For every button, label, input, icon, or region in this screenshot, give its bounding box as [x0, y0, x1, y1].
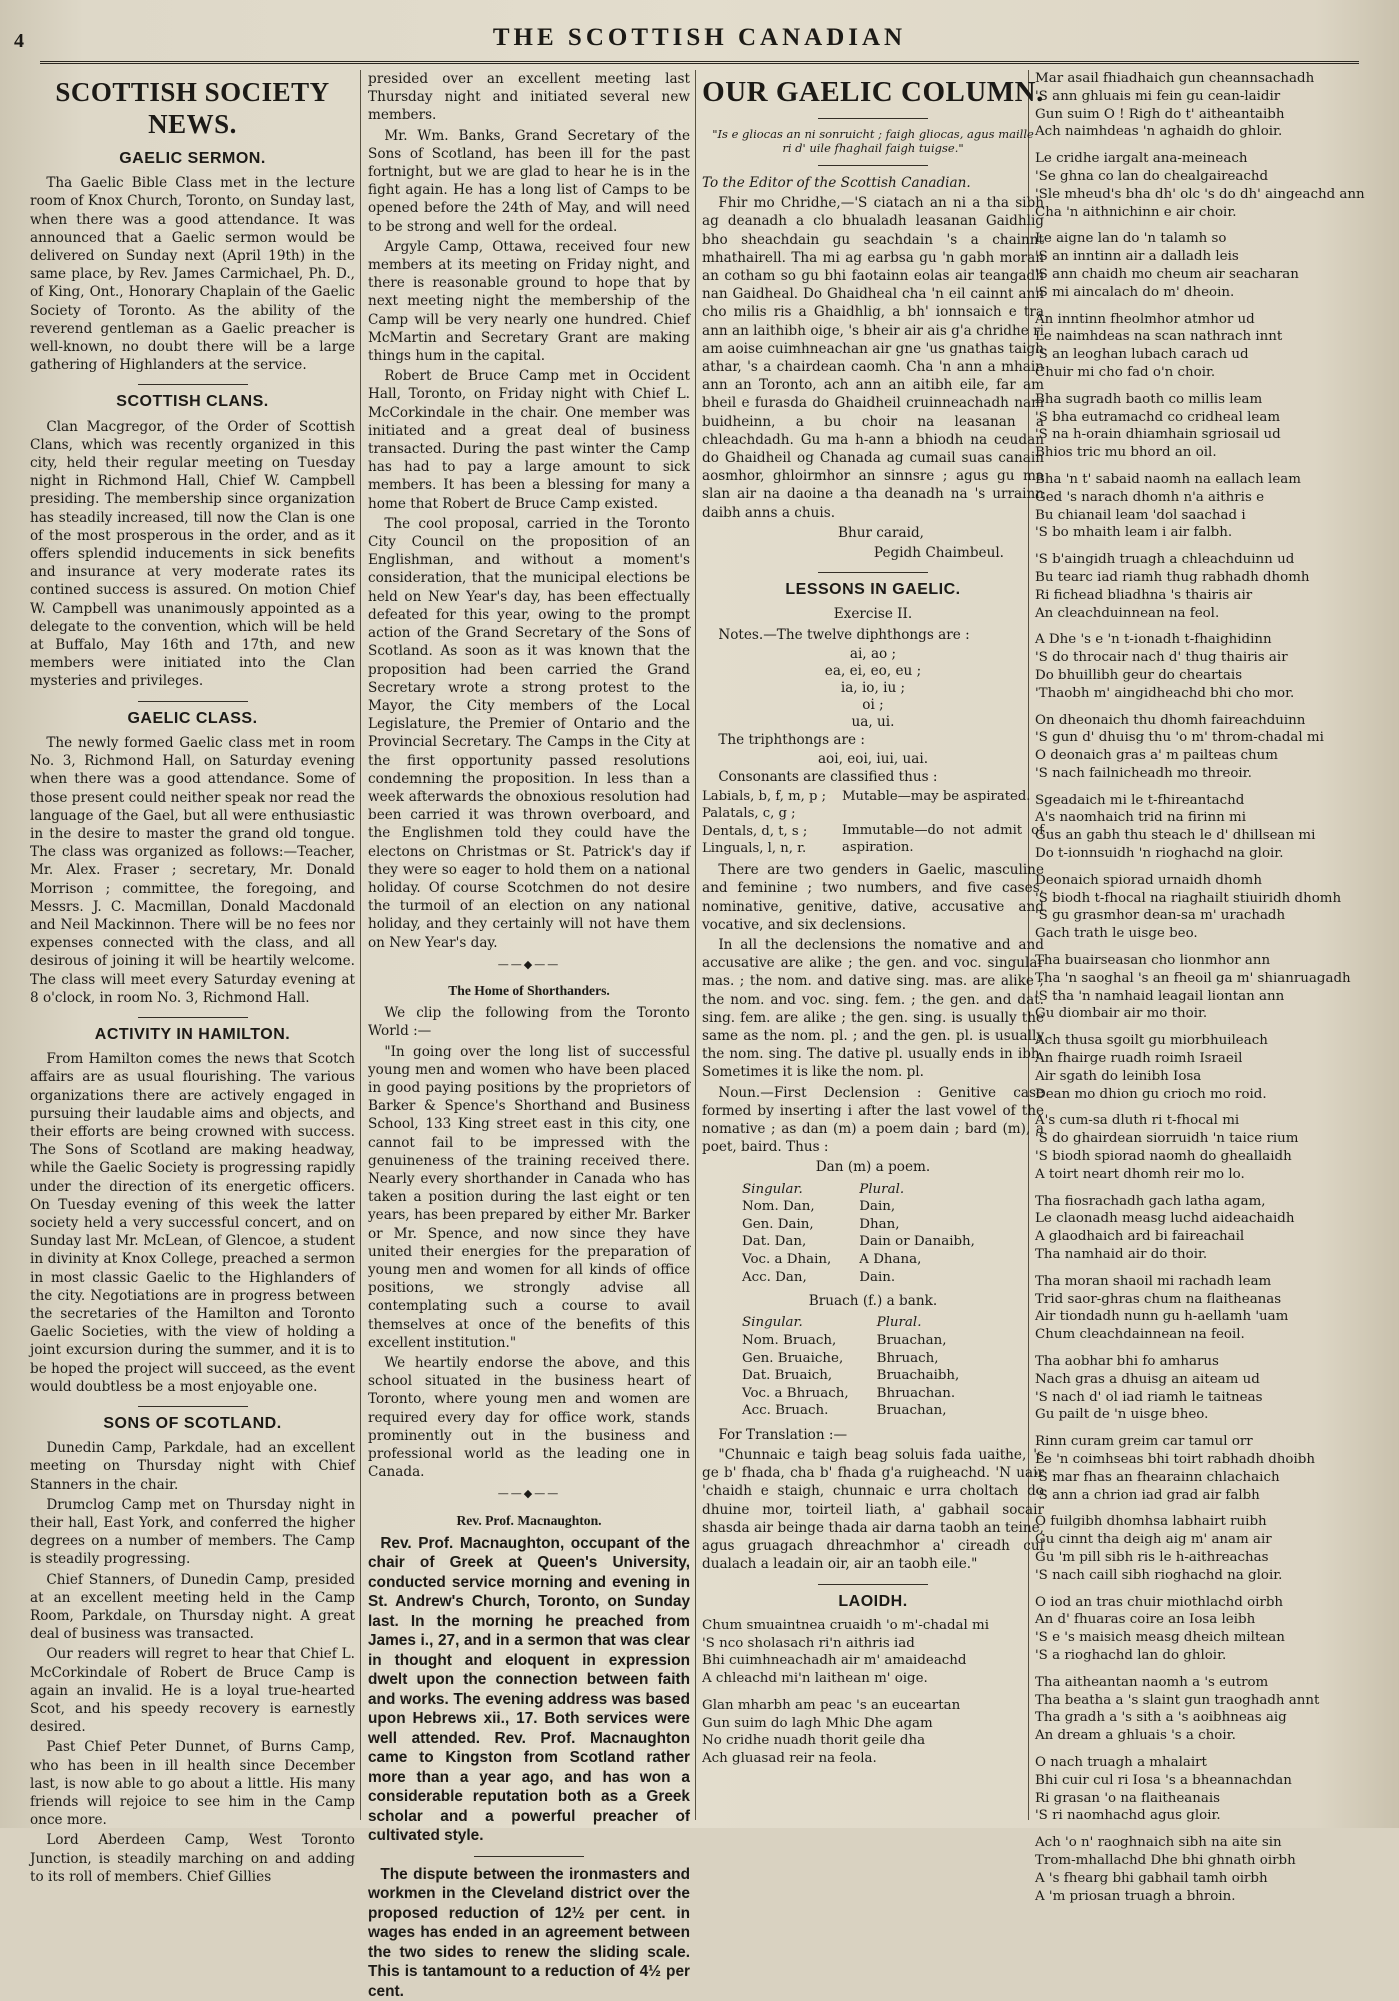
article-paragraph: Our readers will regret to hear that Chief L. McCorkindale of Robert de Bruce Camp is again an invalid. He is a loyal true-hearted Scot, and his speedy recovery is earnestly desired. — [30, 1646, 355, 1736]
table-cell: A Dhana, — [859, 1251, 922, 1267]
verse-stanza: Ach thusa sgoilt gu miorbhuileach An fhairge ruadh roimh Israeil Air sgath do leinibh Iosa Dean mo dhion gu crioch mo roid. — [1035, 1033, 1268, 1102]
declension-title: Bruach (f.) a bank. — [808, 1293, 938, 1310]
triphthong-label: The triphthongs are : — [718, 731, 865, 748]
article-paragraph: Mr. Wm. Banks, Grand Secretary of the Sons of Scotland, has been ill for the past fortnight, but we are glad to hear he is in the fight again. He has a long list of Camps to be opened before the 24th of May, and will need to be strong and well for the ordeal. — [368, 127, 690, 235]
article-title: ACTIVITY IN HAMILTON. — [94, 1025, 291, 1043]
article-paragraph: Robert de Bruce Camp met in Occident Hall, Toronto, on Friday night with Chief L. McCorkindale in the chair. One member was initiated and a great deal of business transacted. During the past winter the Camp has had to pay a large amount to sick members. It has been a blessing for many a home that Robert de Bruce Camp existed. — [368, 368, 690, 512]
masthead — [40, 22, 1359, 64]
verse-stanza: Le aigne lan do 'n talamh so 'S an inntinn air a dalladh leis 'S ann chaidh mo cheum air seacharan 'S mi aincalach do m' dheoin. — [1035, 231, 1299, 300]
section-heading: SCOTTISH SOCIETY NEWS. — [55, 77, 330, 139]
declension-title: Dan (m) a poem. — [815, 1159, 931, 1176]
exercise-label: Exercise II. — [833, 606, 913, 623]
article-paragraph: Argyle Camp, Ottawa, received four new members at its meeting on Friday night, and there is reasonable ground to hope that by next meeting night the membership of the Camp will be very nearly one hundred. Chief McMartin and Secretary Grant are making things hum in the capital. — [368, 238, 690, 365]
translation-label: For Translation :— — [718, 1426, 848, 1443]
diphthong-item: ia, io, iu ; — [840, 679, 906, 696]
verse-stanza: A's cum-sa dluth ri t-fhocal mi 'S do ghairdean siorruidh 'n taice rium 'S biodh spiorad naomh do gheallaidh A toirt neart dhomh reir mo lo. — [1035, 1113, 1299, 1182]
column-header: Singular. — [742, 1315, 803, 1331]
table-cell: Dat. Bruaich, — [742, 1368, 833, 1384]
diphthong-item: ua, ui. — [851, 713, 895, 730]
article-paragraph: Dunedin Camp, Parkdale, had an excellent meeting on Thursday night with Chief Stanners in the chair. — [30, 1440, 355, 1493]
verse-stanza: Glan mharbh am peac 's an euceartan Gun suim do lagh Mhic Dhe agam No cridhe nuadh thorit geile dha Ach gluasad reir na feola. — [702, 1697, 961, 1767]
article-paragraph: Clan Macgregor, of the Order of Scottish Clans, which was recently organized in this city, held their regular meeting on Tuesday night in Richmond Hall, Chief W. Campbell presiding. The membership since organization has steadily increased, till now the Clan is one of the most prosperous in the order, and as it offers splendid inducements in sick benefits and insurance at very moderate rates its contined success is assured. On motion Chief W. Campbell was unanimously appointed as a delegate to the convention, which will be held at Buffalo, May 16th and 17th, and new members were initiated into the Clan mysteries and privileges. — [30, 418, 355, 690]
table-cell: Nom. Dan, — [742, 1199, 815, 1215]
verse-stanza: Rinn curam greim car tamul orr Le 'n coimhseas bhi toirt rabhadh dhoibh 'S mar fhas an fhearainn chlachaich 'S ann a chrion iad grad air falbh — [1035, 1434, 1315, 1503]
divider — [138, 1406, 248, 1407]
verse-stanza: 'S b'aingidh truagh a chleachduinn ud Bu tearc iad riamh thug rabhadh dhomh Ri fichead bliadhna 's thairis air An cleachduinnean na feol. — [1035, 552, 1310, 621]
column-1 — [30, 70, 355, 1885]
verse-stanza: On dheonaich thu dhomh faireachduinn 'S gun d' dhuisg thu 'o m' throm-chadal mi O deonaich gras a' m pailteas chum 'S nach failnicheadh mo threoir. — [1035, 712, 1324, 781]
table-cell: Dain. — [859, 1269, 896, 1285]
article-paragraph: The cool proposal, carried in the Toronto City Council on the proposition of an Englishman, and without a moment's consideration, that the municipal elections be held on New Year's day, has been effectually defeated for this year, owing to the prompt action of the Grand Secretary of the Sons of Scotland. As soon as it was known that the proposition had been carried the Grand Secretary wrote a strong protest to the Mayor, the City members of the Local Legislature, the Premier of Ontario and the Provincial Secretary. The Camps in the City at the first opportunity passed resolutions condemning the proposition. In less than a week afterwards the obnoxious resolution had been carried it was thrown overboard, and the Englishmen told they could have the electons on Christmas or St. Patrick's day if they were so eager to hold them on a national holiday. Of course Scotchmen do not desire the turmoil of an election on any national holiday, and they certainly will not have them on New Year's day. — [368, 515, 690, 951]
motto: "Is e gliocas an ni sonruicht ; faigh gliocas, agus maille ri d' uile fhaghail faigh tuigse." — [712, 127, 1034, 155]
section-heading: OUR GAELIC COLUMN. — [702, 76, 1044, 108]
article-title: Rev. Prof. Macnaughton. — [456, 1512, 602, 1528]
letter-signature: Pegidh Chaimbeul. — [873, 545, 1004, 562]
verse-stanza: O fuilgibh dhomhsa labhairt ruibh Gu cinnt tha deigh aig m' anam air Gu 'm pill sibh ris le h-aithreachas 'S nach caill sibh rioghachd na gloir. — [1035, 1514, 1283, 1583]
grammar-paragraph: Noun.—First Declension : Genitive case formed by inserting i after the last vowel of the nomative ; as dan (m) a poem dain ; bard (m), a poet, baird. Thus : — [702, 1084, 1044, 1156]
diphthong-list — [702, 646, 1044, 731]
diphthong-item: oi ; — [862, 696, 884, 713]
verse-stanza: Ach 'o n' raoghnaich sibh na aite sin Trom-mhallachd Dhe bhi ghnath oirbh A 's fhearg bhi gabhail tamh oirbh A 'm priosan truagh a bhroin. — [1035, 1835, 1296, 1904]
table-cell: Bhruachan. — [876, 1385, 956, 1401]
table-cell: Bruachan, — [876, 1403, 947, 1419]
article-paragraph: From Hamilton comes the news that Scotch affairs are as usual flourishing. The various organizations there are actively engaged in pursuing their laudable aims and objects, and their efforts are being crowned with success. The Sons of Scotland are making headway, while the Gaelic Society is progressing rapidly under the direction of its energetic officers. On Tuesday evening of this week the latter society held a very successful concert, and on Sunday last Mr. McLean, of Glencoe, a student in divinity at Knox College, preached a sermon in most classic Gaelic to the Highlanders of the city. Negotiations are in progress between the secretaries of the Hamilton and Toronto Gaelic Societies, with the view of holding a joint excursion during the summer, and it is to be hoped the project will succeed, as the event would doubtless be a most enjoyable one. — [30, 1051, 355, 1395]
declension-table-dan — [742, 1181, 1003, 1287]
triphthong-list: aoi, eoi, iui, uai. — [817, 751, 929, 768]
article-paragraph: Tha Gaelic Bible Class met in the lecture room of Knox Church, Toronto, on Sunday last, when there was a good attendance. It was announced that a Gaelic sermon would be delivered on Sunday next (April 19th) in the same place, by Rev. James Carmichael, Ph. D., of King, Ont., Honorary Chaplain of the Gaelic Society of Toronto. As the ability of the reverend gentleman as a Gaelic preacher is well-known, no doubt there will be a large gathering of Highlanders at the service. — [30, 175, 355, 374]
column-header: Plural. — [876, 1315, 922, 1331]
verse-stanza: Bha 'n t' sabaid naomh na eallach leam Ged 's narach dhomh n'a aithris e Bu chianail leam 'dol saachad i 'S bo mhaith leam i air falbh. — [1035, 471, 1301, 541]
article-paragraph: Lord Aberdeen Camp, West Toronto Junction, is steadily marching on and adding to its roll of members. Chief Gillies — [30, 1832, 355, 1885]
verse-stanza: Tha fiosrachadh gach latha agam, Le claonadh measg luchd aideachaidh A glaodhaich ard bi faireachail Tha namhaid air do thoir. — [1035, 1193, 1295, 1263]
table-cell: Dain or Danaibh, — [859, 1234, 975, 1250]
table-cell: Nom. Bruach, — [742, 1332, 837, 1348]
verse-stanza: Tha buairseasan cho lionmhor ann Tha 'n saoghal 's an fheoil ga m' shianruagadh 'S tha 'n namhaid leagail liontan ann Gu diombair air mo thoir. — [1035, 953, 1351, 1022]
article-title: LAOIDH. — [838, 1592, 908, 1610]
consonant-class: Dentals, d, t, s ; — [702, 823, 808, 839]
translation-text: "Chunnaic e taigh beag soluis fada uaithe, 's ge b' fhada, cha b' fhada g'a ruigheachd. 'N uair 'chaidh e staigh, chunnaic e urra choltach do dhuine mor, toirteil liath, a' gabhail socair shasda air beinge thada air darna taobh an teine, agus gruagach dhreachmhor a' cireadh cul dualach a leadain oir, air an taobh eile." — [702, 1447, 1044, 1573]
table-cell: Bhruach, — [876, 1350, 939, 1366]
article-paragraph: We clip the following from the Toronto World :— — [368, 1005, 690, 1040]
diphthong-item: ai, ao ; — [849, 645, 897, 662]
divider — [818, 118, 928, 119]
consonant-class: Labials, b, f, m, p ; — [702, 789, 827, 805]
column-rule — [695, 70, 696, 1820]
divider — [138, 1017, 248, 1018]
table-cell: Bruachaibh, — [876, 1368, 960, 1384]
table-cell: Acc. Bruach. — [742, 1403, 829, 1419]
letter-body: Fhir mo Chridhe,—'S ciatach an ni a tha sibh ag deanadh a clo bhualadh leasanan Gaidhlig bho sheachdain gu seachdain 's a chainnt mhathairell. Tha mi ag earbsa gu 'n gabh moran an cotham so gu bhi faotainn eolas air teangadh nan Gaidheal. Do Ghaidheal cha 'n eil cainnt ann cho milis ris a Ghaidhlig, a bh' ionnsaich e tra ann an laithibh oige, 's bheir air ais g'a chridhe ri am aoise cuimhneachan air gne 'us gnathas taigh athar, 's a chairdean caomh. Cha 'n ann a mhain ann an Toronto, ach ann an aitibh eile, far am bheil e furasda do Ghaidheil cruinneachadh nam buidheinn, a bu choir na leasanan a chleachdadh. Gu ma h-ann a bhiodh na ceudan do Ghaidheil og Chanada ag cumail suas canain aosmhor, ghloirmhor an sinnsre ; agus gu ma slan air na daoine a tha deanadh na 's urrainn daibh anns a chuis. — [702, 195, 1044, 521]
divider — [818, 165, 928, 166]
article-paragraph: "In going over the long list of successful young men and women who have been placed in good paying positions by the proprietors of Barker & Spence's Shorthand and Business School, 133 King street east in this city, one cannot fail to be impressed with the genuineness of the training received there. Nearly every shorthander in Canada who has taken a position during the last eight or ten years, has been prepared by either Mr. Barker or Mr. Spence, and now since they have united their energies for the preparation of young men and women for all kinds of office positions, we strongly advise all contemplating such a course to avail themselves at once of the benefits of this excellent institution." — [368, 1043, 690, 1351]
verse-stanza: Le cridhe iargalt ana-meineach 'Se ghna co lan do chealgaireachd 'Sle mheud's bha dh' olc 's do dh' aingeachd ann Cha 'n aithnichinn e air choir. — [1035, 151, 1365, 220]
column-header: Singular. — [742, 1181, 803, 1197]
verse-stanza: An inntinn fheolmhor atmhor ud Le naimhdeas na scan nathrach innt 'S an leoghan lubach carach ud Chuir mi cho fad o'n choir. — [1035, 311, 1283, 380]
column-2 — [368, 70, 690, 2000]
table-cell: Gen. Dain, — [742, 1216, 814, 1232]
immutable-note: Immutable—do not admit of aspiration. — [842, 823, 1044, 856]
article-title: The Home of Shorthanders. — [448, 982, 610, 998]
verse-stanza: Sgeadaich mi le t-fhireantachd A's naomhaich trid na firinn mi Gus an gabh thu steach le d' dhillsean mi Do t-ionnsuidh 'n rioghachd na gloir. — [1035, 792, 1316, 862]
verse-stanza: Tha aobhar bhi fo amharus Nach gras a dhuisg an aiteam ud 'S nach d' ol iad riamh le taitneas Gu pailt de 'n uisge bheo. — [1035, 1354, 1263, 1423]
article-paragraph: The dispute between the ironmasters and workmen in the Cleveland district over the proposed reduction of 12½ per cent. in wages has ended in an agreement between the two sides to renew the sliding scale. This is tantamount to a reduction of 4½ per cent. — [368, 1865, 690, 2000]
article-paragraph: We heartily endorse the above, and this school situated in the business heart of Toronto, where young men and women are required every day for office work, stands prominently out in the business and professional world as the leading one in Canada. — [368, 1355, 690, 1481]
column-4 — [1035, 70, 1367, 1904]
article-paragraph: Past Chief Peter Dunnet, of Burns Camp, who has been in ill health since December last, is now able to go about a little. His many friends will rejoice to see him in the Camp once more. — [30, 1739, 355, 1829]
letter-closing: Bhur caraid, — [837, 524, 924, 541]
article-title: GAELIC SERMON. — [119, 150, 266, 167]
table-cell: Acc. Dan, — [742, 1269, 807, 1285]
grammar-paragraph: In all the declensions the nomative and and accusative are alike ; the gen. and voc. singular mas. ; the nom. and dative sing. mas. are alike ; the nom. and voc. sing. fem. ; the gen. and dat. sing. fem. are alike ; the gen. sing. is usually the same as the nom. pl. ; and the gen. pl. is usually the nom. sing. The dative pl. usually ends in ibh. Sometimes it is like the nom. pl. — [702, 936, 1044, 1081]
verse-stanza: Bha sugradh baoth co millis leam 'S bha eutramachd co cridheal leam 'S na h-orain dhiamhain sgriosail ud Bhios tric mu bhord an oil. — [1035, 391, 1281, 461]
table-cell: Voc. a Bhruach, — [742, 1385, 849, 1401]
article-paragraph: Chief Stanners, of Dunedin Camp, presided at an excellent meeting held in the Camp Room, Parkdale, on Thursday night. A great deal of business was transacted. — [30, 1571, 355, 1643]
verse-stanza: Deonaich spiorad urnaidh dhomh 'S biodh t-fhocal na riaghailt stiuiridh dhomh 'S gu grasmhor dean-sa m' urachadh Gach trath le uisge beo. — [1035, 872, 1342, 942]
verse-stanza: Tha moran shaoil mi rachadh leam Trid saor-ghras chum na flaitheanas Air tiondadh nunn gu h-aellamh 'uam Chum cleachdainnean na feoil. — [1035, 1273, 1289, 1343]
consonant-table — [702, 788, 1044, 857]
divider — [818, 1584, 928, 1585]
table-cell: Gen. Bruaiche, — [742, 1350, 844, 1366]
grammar-paragraph: There are two genders in Gaelic, masculine and feminine ; two numbers, and five cases, nominative, genitive, dative, accusative and vocative, and six declensions. — [702, 862, 1044, 933]
verse-stanza: Tha aitheantan naomh a 's eutrom Tha beatha a 's slaint gun traoghadh annt Tha gradh a 's sith a 's aoibhneas aig An dream a ghluais 's a choir. — [1035, 1674, 1320, 1744]
column-rule — [360, 70, 361, 1820]
notes-line: Notes.—The twelve diphthongs are : — [718, 626, 970, 643]
verse-stanza: Chum smuaintnea cruaidh 'o m'-chadal mi 'S nco sholasach ri'n aithris iad Bhi cuimhneachadh air m' amaideachd A chleachd mi'n laithean m' oige. — [702, 1617, 990, 1687]
ornament-divider: ——◆—— — [497, 1487, 561, 1501]
table-cell: Bruachan, — [876, 1332, 947, 1348]
page-number: 4 — [14, 30, 24, 52]
article-title: SCOTTISH CLANS. — [116, 393, 269, 411]
divider — [818, 572, 928, 573]
article-paragraph: Rev. Prof. Macnaughton, occupant of the chair of Greek at Queen's University, conducted service morning and evening in St. Andrew's Church, Toronto, on Sunday last. In the morning he preached from James i., 27, and in a sermon that was clear in thought and eloquent in expression dwelt upon the connection between faith and works. The evening address was based upon Hebrews xii., 17. Both services were well attended. Rev. Prof. Macnaughton came to Kingston from Scotland rather more than a year ago, and has won a considerable reputation both as a Greek scholar and a powerful preacher of cultivated style. — [368, 1534, 690, 1845]
article-paragraph: Drumclog Camp met on Thursday night in their hall, East York, and conferred the higher degrees on a number of members. The Camp is steadily progressing. — [30, 1496, 355, 1568]
consonant-class: Palatals, c, g ; — [702, 806, 796, 822]
article-title: GAELIC CLASS. — [127, 709, 258, 727]
declension-table-bruach — [742, 1314, 987, 1420]
letter-address: To the Editor of the Scottish Canadian. — [702, 175, 971, 191]
verse-stanza: Mar asail fhiadhaich gun cheannsachadh 'S ann ghluais mi fein gu cean-laidir Gun suim O ! Righ do t' aitheantaibh Ach naimhdeas 'n aghaidh do ghloir. — [1035, 71, 1315, 140]
table-cell: Dain, — [859, 1199, 896, 1215]
article-title: LESSONS IN GAELIC. — [785, 581, 961, 599]
table-cell: Dat. Dan, — [742, 1234, 807, 1250]
verse-stanza: O nach truagh a mhalairt Bhi cuir cul ri Iosa 's a bheannachdan Ri grasan 'o na flaitheanais 'S ri naomhachd agus gloir. — [1035, 1754, 1292, 1824]
newspaper-title: THE SCOTTISH CANADIAN — [492, 24, 907, 51]
column-header: Plural. — [859, 1181, 905, 1197]
table-cell: Dhan, — [859, 1216, 900, 1232]
consonant-class: Linguals, l, n, r. — [702, 840, 807, 856]
divider — [474, 1856, 584, 1857]
ornament-divider: ——◆—— — [497, 957, 561, 971]
divider — [138, 384, 248, 385]
divider — [138, 701, 248, 702]
mutable-note: Mutable—may be aspirated. — [842, 789, 1031, 805]
article-title: SONS OF SCOTLAND. — [103, 1415, 282, 1432]
verse-stanza: O iod an tras chuir miothlachd oirbh An d' fhuaras coire an Iosa leibh 'S e 's maisich measg dheich miltean 'S a rioghachd lan do ghloir. — [1035, 1594, 1285, 1663]
verse-stanza: A Dhe 's e 'n t-ionadh t-fhaighidinn 'S do throcair nach d' thug thairis air Do bhuillibh geur do cheartais 'Thaobh m' aingidheachd bhi cho mor. — [1035, 632, 1295, 701]
table-cell: Voc. a Dhain, — [742, 1251, 832, 1267]
column-3 — [702, 70, 1044, 1820]
consonant-label: Consonants are classified thus : — [718, 769, 938, 786]
article-paragraph: presided over an excellent meeting last Thursday night and initiated several new members. — [368, 71, 690, 124]
diphthong-item: ea, ei, eo, eu ; — [824, 662, 922, 679]
article-paragraph: The newly formed Gaelic class met in room No. 3, Richmond Hall, on Saturday evening when there was a good attendance. Some of those present could neither speak nor read the language of the Gael, but all were enthusiastic in the desire to master the grand old tongue. The class was organized as follows:—Teacher, Mr. Alex. Fraser ; secretary, Mr. Donald Morrison ; committee, the foregoing, and Messrs. J. C. Macmillan, Donald Macdonald and Neil Mackinnon. There will be no fees nor expenses connected with the class, and all desirous of joining it will be heartily welcome. The class will meet every Saturday evening at 8 o'clock, in room No. 3, Richmond Hall. — [30, 734, 355, 1006]
